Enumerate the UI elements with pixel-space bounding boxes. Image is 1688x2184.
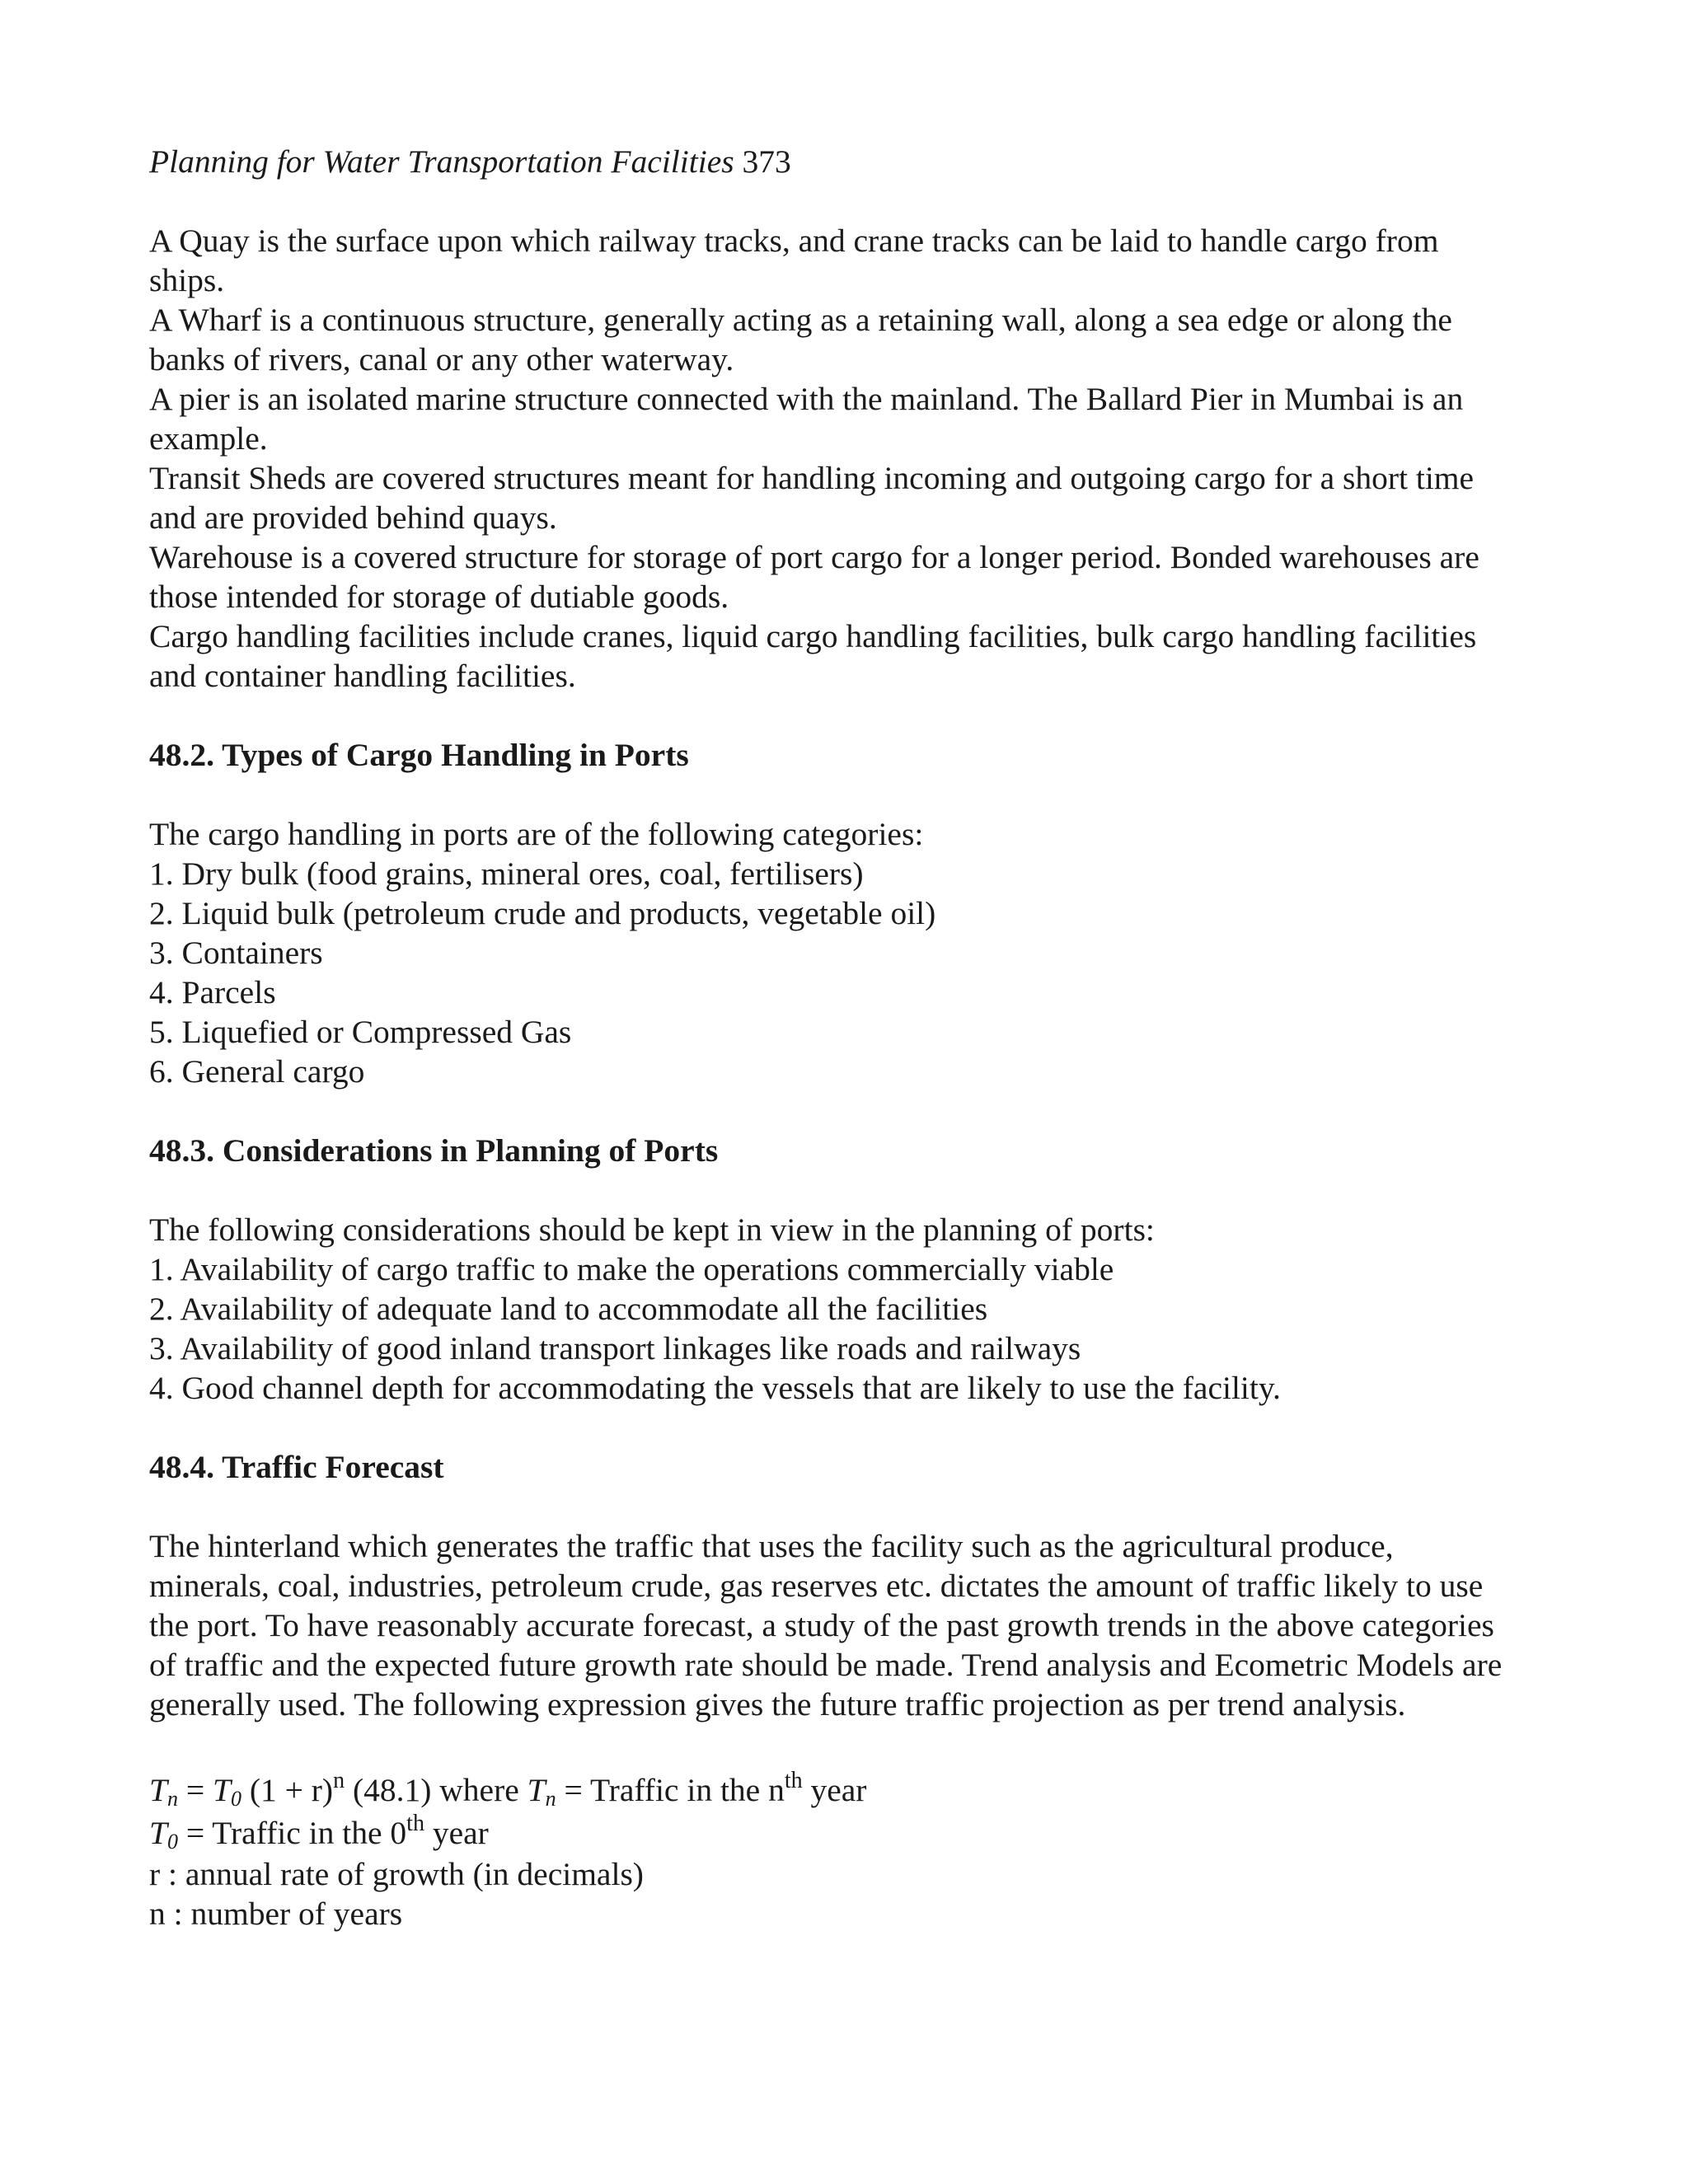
definition-line: example. (149, 420, 268, 457)
considerations-list (149, 1249, 1550, 1408)
formula-definition: n : number of years (149, 1896, 403, 1932)
book-title: Planning for Water Transportation Facilities (149, 143, 734, 180)
running-header (149, 142, 1550, 181)
traffic-forecast-paragraph (149, 1526, 1550, 1724)
definition-line: ships. (149, 262, 225, 298)
list-item: 3. Availability of good inland transport linkages like roads and railways (149, 1330, 1081, 1366)
formula-text: year (802, 1772, 867, 1808)
formula-superscript: th (406, 1811, 424, 1836)
paragraph-line: generally used. The following expression gives the future traffic projection as per trend analysis. (149, 1686, 1406, 1722)
paragraph-line: The hinterland which generates the traffic that uses the facility such as the agricultural produce, (149, 1528, 1394, 1564)
definition-line: and are provided behind quays. (149, 499, 557, 536)
definitions-block (149, 221, 1550, 696)
formula-definition (149, 1811, 1550, 1854)
formula-subscript: 0 (166, 1830, 178, 1854)
formula-block (149, 1769, 1550, 1933)
definition-line: A Quay is the surface upon which railway tracks, and crane tracks can be laid to handle cargo from (149, 223, 1439, 259)
formula-definition: r : annual rate of growth (in decimals) (149, 1856, 644, 1892)
list-item: 2. Availability of adequate land to accommodate all the facilities (149, 1291, 988, 1327)
spacer (149, 775, 1550, 814)
list-item: 1. Dry bulk (food grains, mineral ores, coal, fertilisers) (149, 855, 864, 892)
definition-line: Cargo handling facilities include cranes, liquid cargo handling facilities, bulk cargo handling facilities (149, 618, 1477, 654)
formula-text: = Traffic in the 0 (177, 1815, 407, 1851)
formula-text: year (424, 1815, 489, 1851)
formula-subscript: n (166, 1787, 178, 1811)
document-page (149, 142, 1550, 1933)
paragraph-line: the port. To have reasonably accurate forecast, a study of the past growth trends in the above categories (149, 1607, 1494, 1643)
formula-symbol: T (213, 1772, 231, 1808)
list-item: 6. General cargo (149, 1053, 365, 1090)
spacer (149, 1091, 1550, 1131)
section-heading-48-2: 48.2. Types of Cargo Handling in Ports (149, 737, 689, 773)
formula-symbol: T (527, 1772, 546, 1808)
list-item: 5. Liquefied or Compressed Gas (149, 1014, 572, 1050)
formula-superscript: n (333, 1768, 345, 1793)
formula-equation (149, 1769, 1550, 1811)
formula-symbol: T (149, 1772, 167, 1808)
list-item: 2. Liquid bulk (petroleum crude and products, vegetable oil) (149, 895, 936, 931)
list-item: 4. Parcels (149, 974, 276, 1010)
section-intro: The cargo handling in ports are of the following categories: (149, 816, 924, 852)
section-heading-48-4: 48.4. Traffic Forecast (149, 1449, 444, 1485)
definition-line: banks of rivers, canal or any other waterway. (149, 341, 734, 377)
formula-text: (1 + r) (241, 1772, 334, 1808)
definition-line: and container handling facilities. (149, 658, 576, 694)
list-item: 3. Containers (149, 935, 323, 971)
formula-superscript: th (784, 1768, 803, 1793)
spacer (149, 696, 1550, 735)
section-heading-48-3: 48.3. Considerations in Planning of Ports (149, 1132, 719, 1169)
spacer (149, 1170, 1550, 1210)
formula-text: = Traffic in the n (556, 1772, 785, 1808)
definition-line: A Wharf is a continuous structure, generally acting as a retaining wall, along a sea edge or along the (149, 302, 1452, 338)
cargo-types-list (149, 854, 1550, 1091)
formula-text: = (177, 1772, 213, 1808)
definition-line: A pier is an isolated marine structure connected with the mainland. The Ballard Pier in Mumbai is an (149, 381, 1464, 417)
paragraph-line: minerals, coal, industries, petroleum crude, gas reserves etc. dictates the amount of traffic likely to use (149, 1568, 1484, 1604)
list-item: 1. Availability of cargo traffic to make the operations commercially viable (149, 1251, 1114, 1287)
section-intro: The following considerations should be kept in view in the planning of ports: (149, 1212, 1155, 1248)
formula-symbol: T (149, 1815, 167, 1851)
spacer (149, 1487, 1550, 1526)
definition-line: Warehouse is a covered structure for storage of port cargo for a longer period. Bonded warehouses are (149, 539, 1479, 575)
formula-subscript: n (545, 1787, 556, 1811)
paragraph-line: of traffic and the expected future growth rate should be made. Trend analysis and Ecometric Models are (149, 1647, 1503, 1683)
definition-line: those intended for storage of dutiable goods. (149, 579, 729, 615)
formula-subscript: 0 (230, 1787, 241, 1811)
definition-line: Transit Sheds are covered structures meant for handling incoming and outgoing cargo for a short time (149, 460, 1475, 496)
spacer (149, 1408, 1550, 1447)
formula-text: (48.1) where (345, 1772, 528, 1808)
page-number: 373 (742, 143, 791, 180)
spacer (149, 1724, 1550, 1764)
list-item: 4. Good channel depth for accommodating the vessels that are likely to use the facility. (149, 1370, 1281, 1406)
